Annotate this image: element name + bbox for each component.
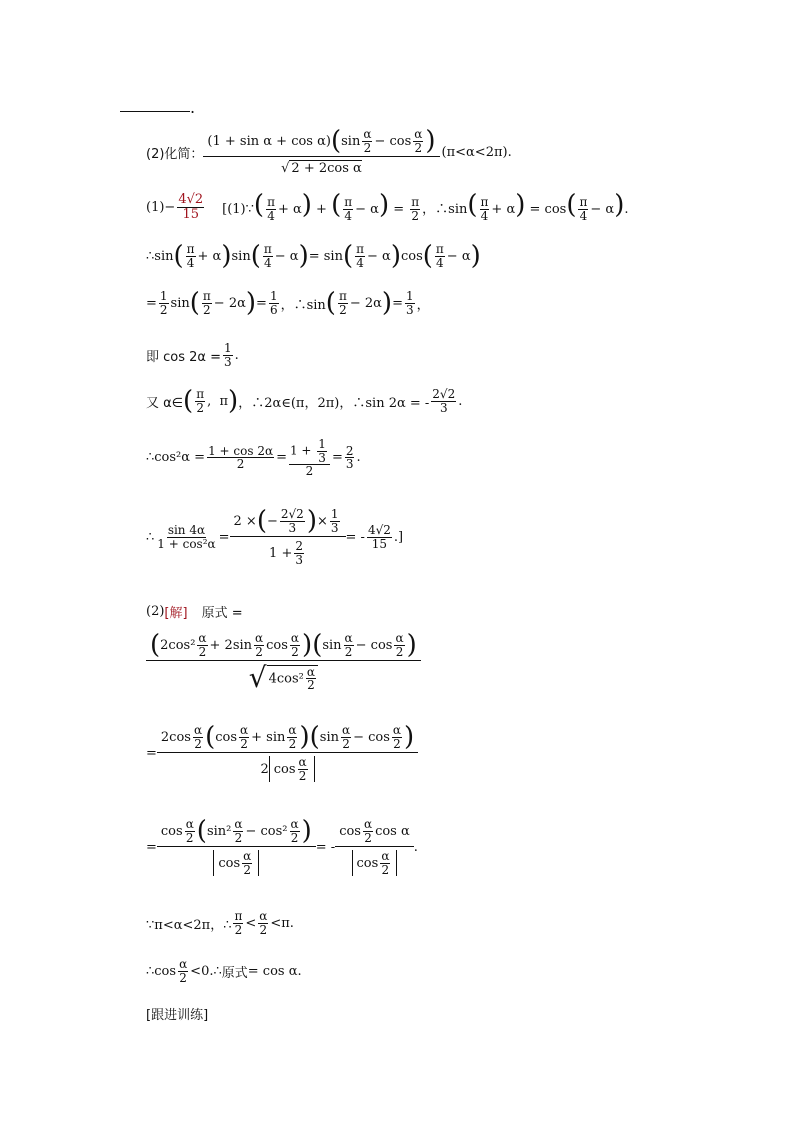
step-cos2a: 即 cos 2α = $\frac{1}{3}$ . (146, 341, 239, 369)
step-simplify-1: ( 2cos² α 2 + 2sin α 2 cos α 2 ) ( sin α 2 − cos α 2 ) √ 4cos² $\frac{\alpha}{2}$ (146, 632, 421, 692)
solution-2-header: (2) [解] 原式 = (146, 604, 243, 621)
step-simplify-2: = 2cos α 2 ( cos α 2 + sin α 2 ) ( sin α 2 − cos α 2 ) 2 cos α 2 (146, 724, 418, 782)
question-2-condition: (π<α<2π). (441, 144, 512, 160)
step-half-sin: = 1 2 sin ( π 2 − 2α ) = 1 6 ，∴sin ( π 2 − 2α ) = 1 3 ， (146, 288, 430, 319)
answer-blank (120, 111, 190, 112)
solution-tag: [解] (164, 606, 188, 621)
solution-1: (1)− $\frac{4√2}{15}$ [(1)∵( $\frac{\pi}{4}$ + α) + ( $\frac{\pi}{4}$ − α) = $\frac{\pi}{2}$ ，∴sin( $\frac{\pi}{4}$ + α) = cos( $\frac{\pi}{4}$ − α). (146, 190, 629, 223)
step-product: ∴sin ( π 4 + α ) sin ( π 4 − α ) = sin ( π 4 − α ) cos ( π 4 − α ) (146, 241, 481, 272)
solution-1-start: (1)− (146, 199, 176, 215)
header-period: . (190, 98, 196, 117)
step-simplify-3: = cos α 2 ( sin² α 2 − cos² α 2 ) cos α 2 = - cos α 2 cos α cos α 2 . (146, 816, 418, 877)
step-final-ratio: ∴ sin 4α 1 + cos²α = 2 × ( − 2√2 3 ) × 1 3 1 + 2 3 = - 4√2 15 .] (146, 506, 404, 567)
answer-fraction: $\frac{4√2}{15}$ (178, 192, 204, 222)
conclusion-result: ∴cos α 2 <0.∴ 原式 = cos α. (146, 957, 302, 985)
conclusion-range: ∵π<α<2π，∴ π 2 < α 2 <π. (146, 909, 294, 937)
follow-up-training: [跟进训练] (146, 1008, 209, 1023)
step-range: 又 α∈ ( π 2 , π ) ，∴2α∈(π，2π)，∴sin 2α = - 2√2 3 . (146, 386, 463, 417)
step-cos-squared: ∴cos²α = 1 + cos 2α 2 = 1 + $\frac{1}{3}$ 2 = 2 3 . (146, 437, 361, 479)
question-2-label: (2)化简： (146, 146, 204, 162)
question-2-expression: (1 + sin α + cos α) ( sin α 2 − cos α 2 ) √ 2 + 2cos α (203, 128, 439, 176)
question-2 (146, 128, 512, 176)
